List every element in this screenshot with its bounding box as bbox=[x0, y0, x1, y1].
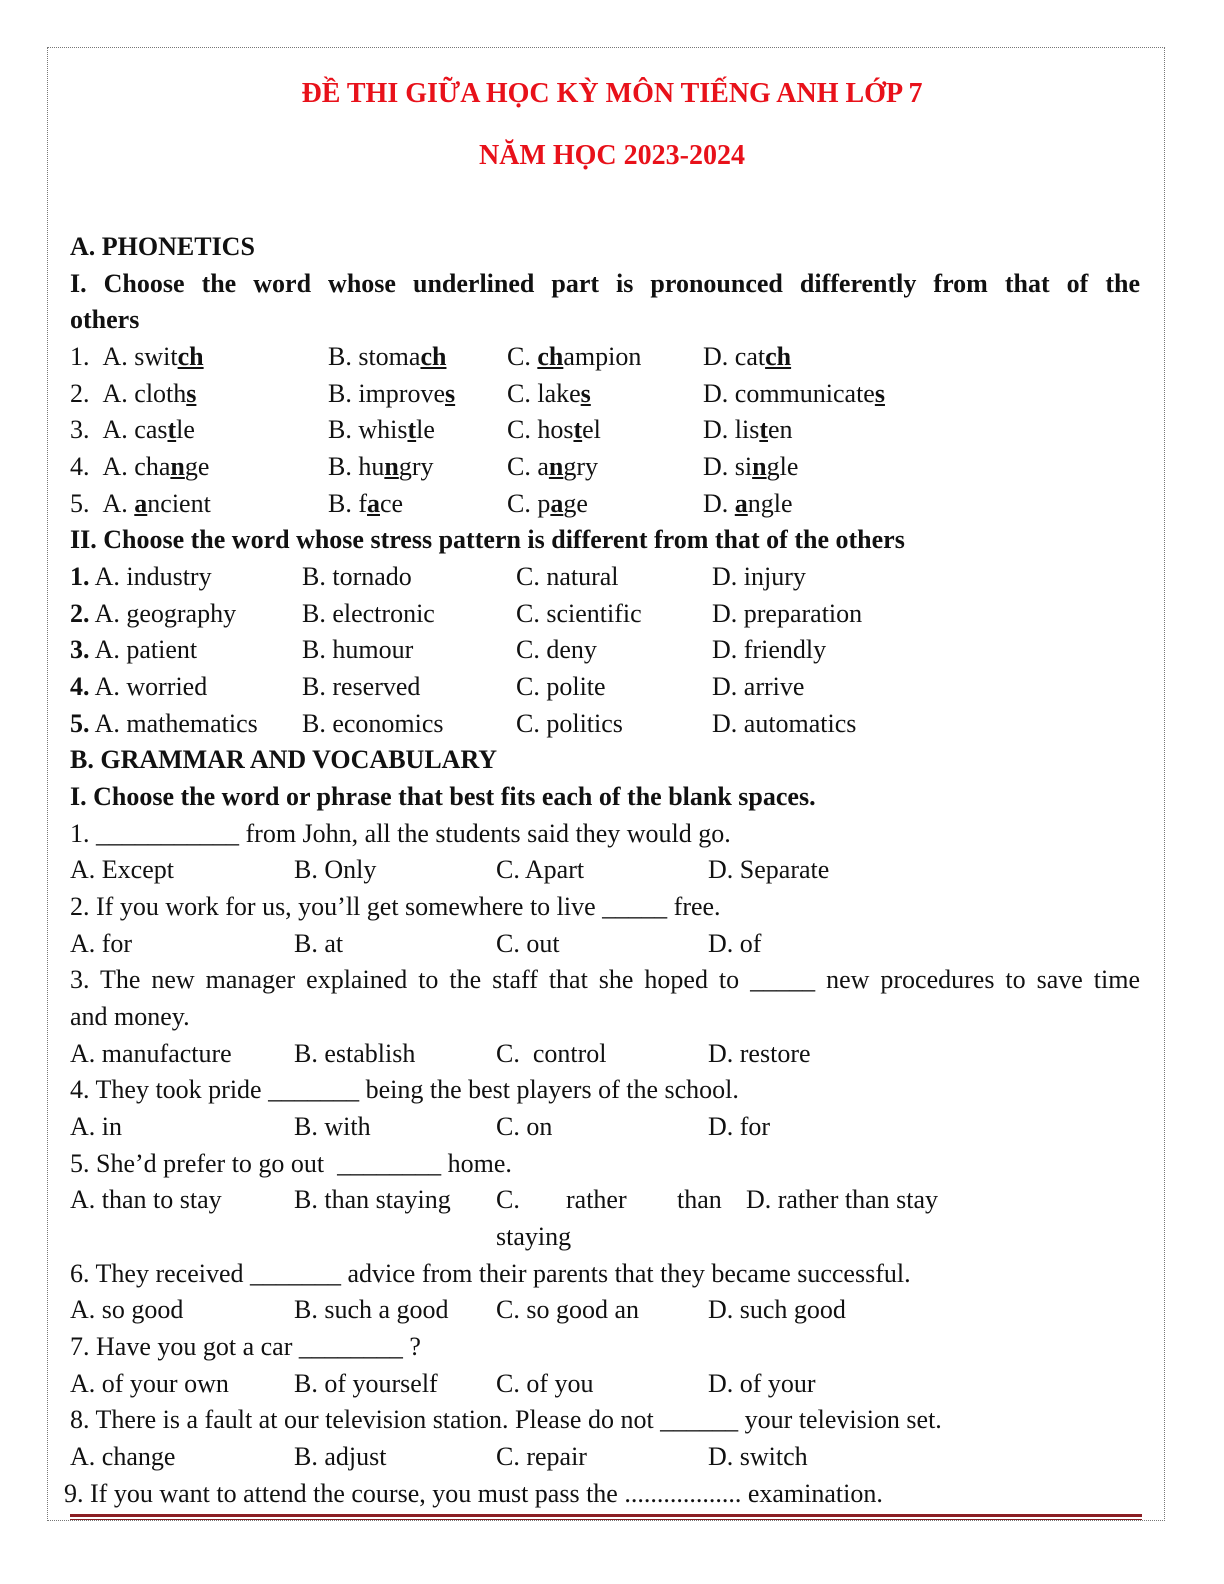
question-3-cont: and money. bbox=[70, 1002, 190, 1031]
option-d: D. communicates bbox=[703, 379, 885, 408]
question-9: 9. If you want to attend the course, you must pass the .................. examination. bbox=[64, 1479, 883, 1508]
school-year: NĂM HỌC 2023-2024 bbox=[479, 140, 745, 171]
part1-instruction: I. Choose the word whose underlined part is pronounced differently from that of the bbox=[70, 269, 1140, 298]
option-d: D. Separate bbox=[708, 855, 830, 884]
question-8: 8. There is a fault at our television station. Please do not ______ your television set. bbox=[70, 1405, 942, 1434]
option-d: D. automatics bbox=[712, 709, 857, 738]
option-c: C. champion bbox=[507, 342, 642, 371]
option-b: B. such a good bbox=[294, 1295, 449, 1324]
question-3: 3. The new manager explained to the staff that she hoped to _____ new procedures to save time bbox=[70, 965, 1140, 994]
question-number: 1. bbox=[70, 562, 90, 591]
option-a: A. in bbox=[70, 1112, 122, 1141]
option-d: D. such good bbox=[708, 1295, 846, 1324]
option-b: B. whistle bbox=[328, 415, 435, 444]
option-c: C. politics bbox=[516, 709, 623, 738]
option-a: A. Except bbox=[70, 855, 174, 884]
exam-title: ĐỀ THI GIỮA HỌC KỲ MÔN TIẾNG ANH LỚP 7 bbox=[301, 78, 923, 109]
list-item bbox=[70, 706, 258, 742]
option-c: C. lakes bbox=[507, 379, 591, 408]
option-d: D. for bbox=[708, 1112, 771, 1141]
option-c: C. scientific bbox=[516, 599, 642, 628]
option-b: B. Only bbox=[294, 855, 377, 884]
question-number: 3. bbox=[70, 635, 90, 664]
question-7: 7. Have you got a car ________ ? bbox=[70, 1332, 421, 1361]
option-b: B. reserved bbox=[302, 672, 421, 701]
option-b: B. hungry bbox=[328, 452, 434, 481]
option-b: B. with bbox=[294, 1112, 371, 1141]
option-c: C. angry bbox=[507, 452, 599, 481]
option-b: B. than staying bbox=[294, 1185, 451, 1214]
question-number: 2. bbox=[70, 599, 90, 628]
option-b: B. adjust bbox=[294, 1442, 387, 1471]
option-b: B. improves bbox=[328, 379, 456, 408]
option-b: B. electronic bbox=[302, 599, 435, 628]
option-d: D. angle bbox=[703, 489, 793, 518]
section-b-heading: B. GRAMMAR AND VOCABULARY bbox=[70, 745, 498, 774]
question-number: 4. bbox=[70, 672, 90, 701]
list-item: 5. A. ancient bbox=[70, 489, 211, 518]
option-d: D. restore bbox=[708, 1039, 811, 1068]
option-b: B. establish bbox=[294, 1039, 416, 1068]
option-b: B. humour bbox=[302, 635, 414, 664]
option-a: A. change bbox=[70, 1442, 176, 1471]
option-c: C. natural bbox=[516, 562, 619, 591]
footer-rule bbox=[70, 1514, 1142, 1517]
option-d: D. catch bbox=[703, 342, 792, 371]
list-item bbox=[70, 632, 197, 668]
question-6: 6. They received _______ advice from their parents that they became successful. bbox=[70, 1259, 911, 1288]
option-a: A. mathematics bbox=[94, 709, 258, 738]
option-d: D. single bbox=[703, 452, 799, 481]
option-a: A. so good bbox=[70, 1295, 184, 1324]
part1-instruction-cont: others bbox=[70, 305, 140, 334]
option-d: D. rather than stay bbox=[746, 1185, 939, 1214]
option-d: D. switch bbox=[708, 1442, 808, 1471]
option-c: C. repair bbox=[496, 1442, 587, 1471]
option-c-word: rather bbox=[566, 1185, 627, 1214]
option-d: D. friendly bbox=[712, 635, 827, 664]
list-item: 2. A. cloths bbox=[70, 379, 197, 408]
section-a-heading: A. PHONETICS bbox=[70, 232, 255, 261]
option-a: A. industry bbox=[94, 562, 212, 591]
list-item bbox=[70, 559, 212, 595]
section-b-instruction: I. Choose the word or phrase that best fits each of the blank spaces. bbox=[70, 782, 816, 811]
option-c: C. so good an bbox=[496, 1295, 639, 1324]
option-b: B. of yourself bbox=[294, 1369, 438, 1398]
option-d: D. of your bbox=[708, 1369, 816, 1398]
list-item: 1. A. switch bbox=[70, 342, 204, 371]
question-1: 1. ___________ from John, all the students said they would go. bbox=[70, 819, 731, 848]
option-d: D. preparation bbox=[712, 599, 863, 628]
question-number: 5. bbox=[70, 709, 90, 738]
option-d: D. arrive bbox=[712, 672, 805, 701]
option-d: D. of bbox=[708, 929, 762, 958]
part2-instruction: II. Choose the word whose stress pattern is different from that of the others bbox=[70, 525, 905, 554]
option-b: B. tornado bbox=[302, 562, 412, 591]
option-b: B. face bbox=[328, 489, 404, 518]
option-c: C. polite bbox=[516, 672, 606, 701]
list-item bbox=[70, 669, 207, 705]
option-a: A. patient bbox=[94, 635, 198, 664]
option-c: C. on bbox=[496, 1112, 553, 1141]
list-item bbox=[70, 596, 236, 632]
option-b: B. stomach bbox=[328, 342, 447, 371]
option-d: D. listen bbox=[703, 415, 793, 444]
option-a: A. than to stay bbox=[70, 1185, 222, 1214]
option-c-word: than bbox=[677, 1185, 722, 1214]
footer-rule-thin bbox=[70, 1519, 1142, 1520]
option-c: C. hostel bbox=[507, 415, 601, 444]
question-5: 5. She’d prefer to go out ________ home. bbox=[70, 1149, 512, 1178]
list-item: 4. A. change bbox=[70, 452, 210, 481]
option-a: A. for bbox=[70, 929, 133, 958]
option-c: C. control bbox=[496, 1039, 607, 1068]
option-b: B. economics bbox=[302, 709, 444, 738]
option-a: A. worried bbox=[94, 672, 208, 701]
option-c: C. deny bbox=[516, 635, 597, 664]
question-2: 2. If you work for us, you’ll get somewhere to live _____ free. bbox=[70, 892, 721, 921]
option-c-wrap: staying bbox=[496, 1222, 572, 1251]
option-b: B. at bbox=[294, 929, 344, 958]
list-item: 3. A. castle bbox=[70, 415, 195, 444]
option-d: D. injury bbox=[712, 562, 806, 591]
option-c: C. page bbox=[507, 489, 588, 518]
option-a: A. geography bbox=[94, 599, 237, 628]
option-a: A. manufacture bbox=[70, 1039, 232, 1068]
option-c: C. bbox=[496, 1185, 520, 1214]
option-c: C. of you bbox=[496, 1369, 594, 1398]
option-a: A. of your own bbox=[70, 1369, 229, 1398]
option-c: C. Apart bbox=[496, 855, 585, 884]
option-c: C. out bbox=[496, 929, 560, 958]
question-4: 4. They took pride _______ being the best players of the school. bbox=[70, 1075, 739, 1104]
